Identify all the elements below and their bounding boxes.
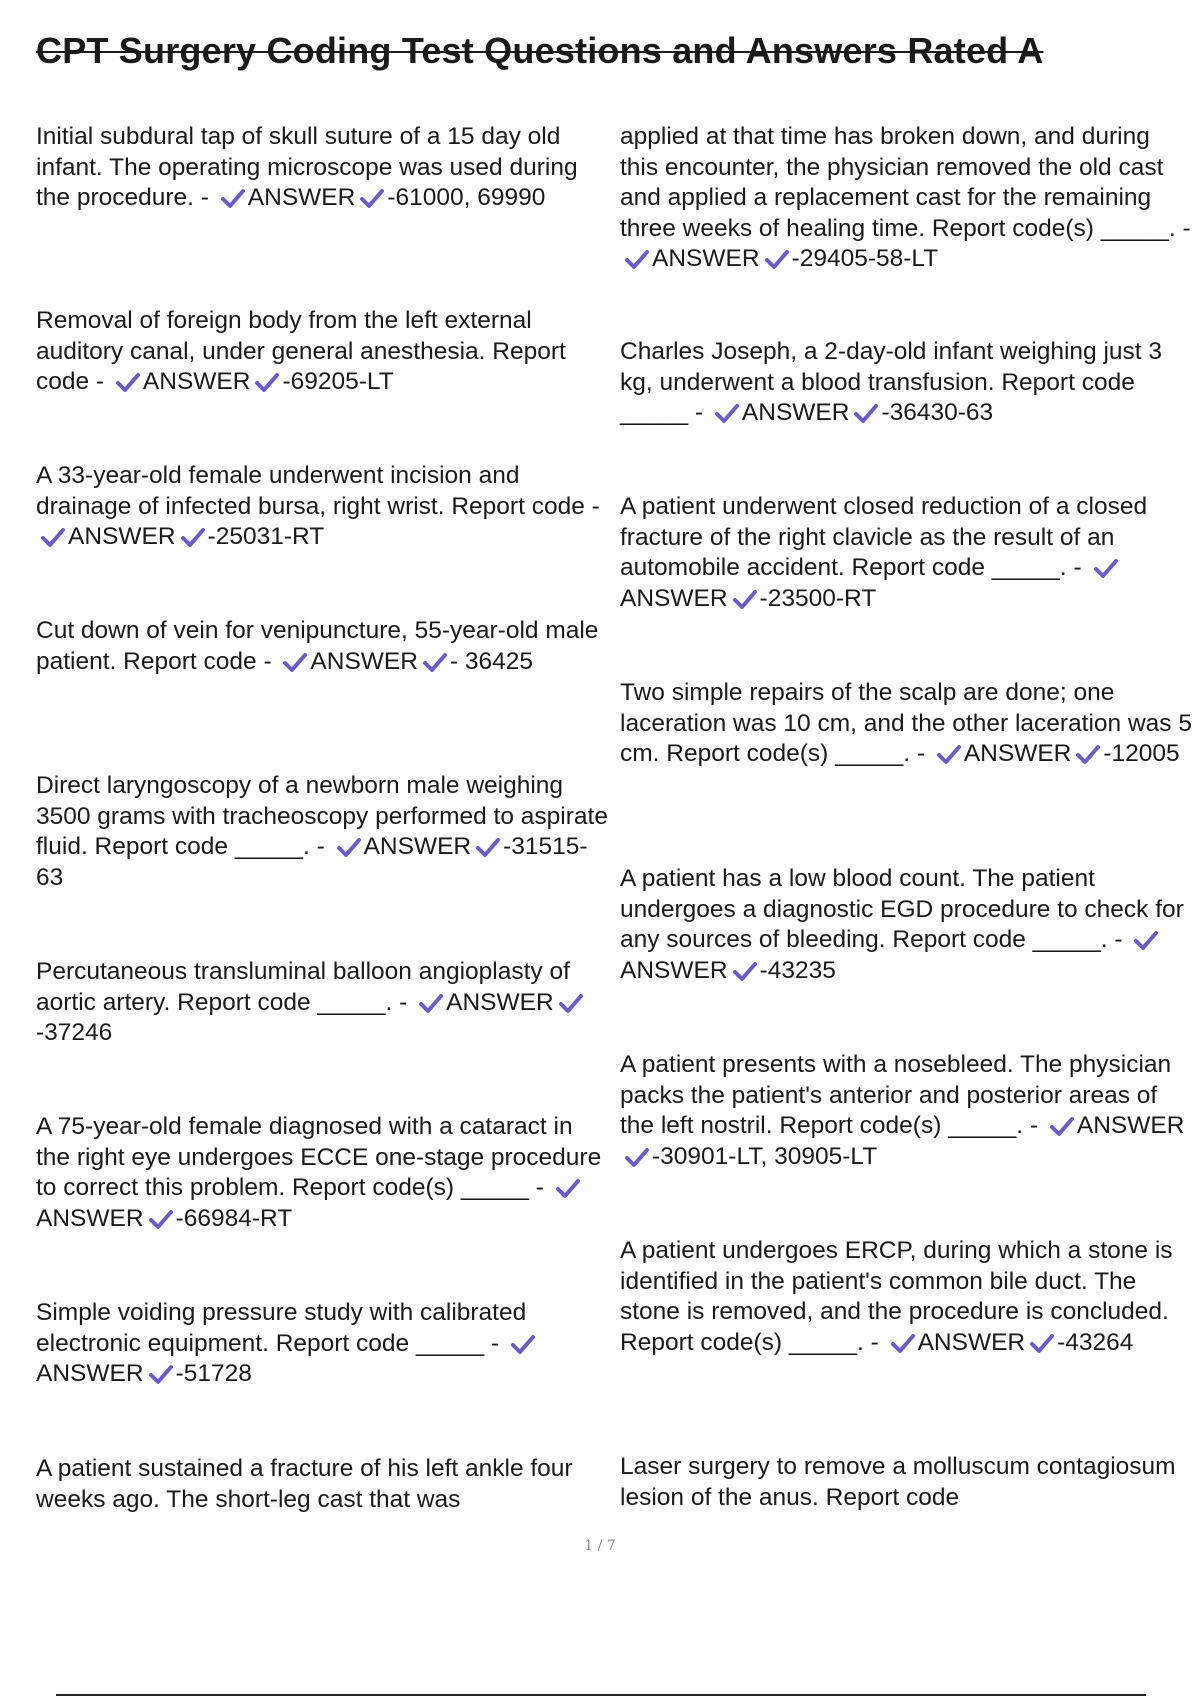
qa-item bbox=[36, 771, 608, 893]
check-icon bbox=[475, 836, 501, 858]
check-icon bbox=[624, 248, 650, 270]
check-icon bbox=[220, 187, 246, 209]
qa-item bbox=[620, 122, 1192, 275]
answer-code: - 36425 bbox=[449, 647, 534, 675]
page-number: 1 / 7 bbox=[584, 1538, 616, 1554]
check-icon bbox=[180, 526, 206, 548]
check-icon bbox=[1075, 743, 1101, 765]
question-text: applied at that time has broken down, and during this encounter, the physician removed the old cast and applied a replacement cast for the remaining three weeks of healing time. Report code(s) _____. - bbox=[620, 123, 1191, 242]
check-icon bbox=[282, 651, 308, 673]
check-icon bbox=[336, 836, 362, 858]
answer-code: -25031-RT bbox=[207, 523, 325, 550]
question-text: Initial subdural tap of skull suture of a 15 day old infant. The operating microscope was used during the procedure. - bbox=[36, 123, 578, 211]
check-icon bbox=[418, 992, 444, 1014]
answer-label: ANSWER bbox=[741, 399, 850, 426]
document-title: CPT Surgery Coding Test Questions and Answers Rated A bbox=[36, 30, 1044, 71]
qa-item bbox=[36, 461, 608, 553]
answer-code: -12005 bbox=[1103, 740, 1180, 767]
qa-item bbox=[36, 1298, 608, 1390]
qa-item bbox=[620, 678, 1192, 770]
check-icon bbox=[936, 743, 962, 765]
qa-item bbox=[620, 492, 1192, 614]
answer-code: -23500-RT bbox=[759, 584, 877, 612]
answer-label: ANSWER bbox=[36, 1204, 144, 1232]
check-icon bbox=[1133, 929, 1159, 951]
qa-item bbox=[620, 1050, 1192, 1172]
answer-code: -69205-LT bbox=[282, 368, 394, 395]
check-icon bbox=[422, 651, 448, 673]
check-icon bbox=[1049, 1115, 1075, 1137]
answer-code: -30901-LT, 30905-LT bbox=[652, 1142, 878, 1170]
answer-label: ANSWER bbox=[620, 584, 728, 612]
question-text: Charles Joseph, a 2-day-old infant weighing just 3 kg, underwent a blood transfusion. Report code _____ - bbox=[620, 338, 1163, 426]
qa-item bbox=[36, 122, 608, 214]
question-text: A patient underwent closed reduction of a closed fracture of the right clavicle as the result of an automobile accident. Report code _____. - bbox=[620, 493, 1148, 581]
check-icon bbox=[732, 588, 758, 610]
qa-item bbox=[620, 1452, 1192, 1513]
qa-item bbox=[620, 337, 1192, 429]
footer-divider bbox=[56, 1694, 1146, 1696]
question-text: Direct laryngoscopy of a newborn male weighing 3500 grams with tracheoscopy performed to aspirate fluid. Report code _____. - bbox=[36, 772, 608, 860]
question-text: Laser surgery to remove a molluscum contagiosum lesion of the anus. Report code bbox=[620, 1453, 1176, 1511]
check-icon bbox=[624, 1146, 650, 1168]
answer-label: ANSWER bbox=[917, 1328, 1026, 1356]
answer-code: -66984-RT bbox=[175, 1204, 293, 1232]
answer-code: -43235 bbox=[759, 956, 836, 984]
question-text: A patient has a low blood count. The patient undergoes a diagnostic EGD procedure to check for any sources of bleeding. Report code _____. - bbox=[620, 865, 1184, 953]
question-text: Simple voiding pressure study with calibrated electronic equipment. Report code _____ - bbox=[36, 1299, 527, 1357]
question-text: Percutaneous transluminal balloon angioplasty of aortic artery. Report code _____. - bbox=[36, 958, 570, 1016]
check-icon bbox=[732, 960, 758, 982]
check-icon bbox=[1093, 557, 1119, 579]
check-icon bbox=[359, 187, 385, 209]
check-icon bbox=[1029, 1332, 1055, 1354]
answer-label: ANSWER bbox=[963, 740, 1072, 767]
qa-item bbox=[36, 1454, 608, 1515]
check-icon bbox=[148, 1208, 174, 1230]
check-icon bbox=[764, 248, 790, 270]
check-icon bbox=[115, 371, 141, 393]
answer-code: -43264 bbox=[1057, 1328, 1134, 1356]
qa-item bbox=[36, 1112, 608, 1234]
answer-label: ANSWER bbox=[36, 1360, 144, 1387]
answer-code: -51728 bbox=[175, 1360, 252, 1387]
check-icon bbox=[853, 402, 879, 424]
question-text: A 33-year-old female underwent incision and drainage of infected bursa, right wrist. Report code - bbox=[36, 462, 600, 520]
question-text: Removal of foreign body from the left external auditory canal, under general anesthesia. Report code - bbox=[36, 307, 566, 395]
check-icon bbox=[714, 402, 740, 424]
check-icon bbox=[558, 992, 584, 1014]
question-text: A 75-year-old female diagnosed with a cataract in the right eye undergoes ECCE one-stage procedure to correct this problem. Report code(s) _____ - bbox=[36, 1113, 602, 1201]
qa-item bbox=[620, 864, 1192, 986]
answer-label: ANSWER bbox=[620, 956, 728, 984]
qa-item bbox=[620, 1236, 1192, 1358]
qa-item bbox=[36, 306, 608, 398]
question-text: A patient undergoes ERCP, during which a stone is identified in the patient's common bile duct. The stone is removed, and the procedure is concluded. Report code(s) _____. - bbox=[620, 1237, 1173, 1356]
answer-label: ANSWER bbox=[1076, 1112, 1185, 1139]
check-icon bbox=[510, 1333, 536, 1355]
answer-label: ANSWER bbox=[142, 368, 251, 395]
answer-label: ANSWER bbox=[652, 245, 760, 272]
check-icon bbox=[148, 1363, 174, 1385]
check-icon bbox=[555, 1177, 581, 1199]
answer-code: -61000, 69990 bbox=[387, 184, 546, 211]
answer-code: -36430-63 bbox=[881, 399, 994, 426]
answer-code: -31515-63 bbox=[36, 833, 588, 891]
answer-label: ANSWER bbox=[68, 523, 176, 550]
answer-code: -29405-58-LT bbox=[791, 245, 939, 272]
answer-label: ANSWER bbox=[310, 647, 418, 675]
check-icon bbox=[40, 526, 66, 548]
answer-label: ANSWER bbox=[247, 184, 356, 211]
check-icon bbox=[254, 371, 280, 393]
qa-item bbox=[36, 616, 608, 677]
answer-code: -37246 bbox=[36, 1019, 113, 1046]
qa-item bbox=[36, 957, 608, 1049]
answer-label: ANSWER bbox=[363, 833, 472, 860]
question-text: Cut down of vein for venipuncture, 55-year-old male patient. Report code - bbox=[36, 617, 599, 675]
check-icon bbox=[890, 1332, 916, 1354]
question-text: Two simple repairs of the scalp are done; one laceration was 10 cm, and the other laceration was 5 cm. Report code(s) _____. - bbox=[620, 679, 1192, 767]
answer-label: ANSWER bbox=[446, 988, 554, 1016]
question-text: A patient sustained a fracture of his left ankle four weeks ago. The short-leg cast that was bbox=[36, 1455, 573, 1513]
question-text: A patient presents with a nosebleed. The physician packs the patient's anterior and posterior areas of the left nostril. Report code(s) _____. - bbox=[620, 1051, 1172, 1139]
